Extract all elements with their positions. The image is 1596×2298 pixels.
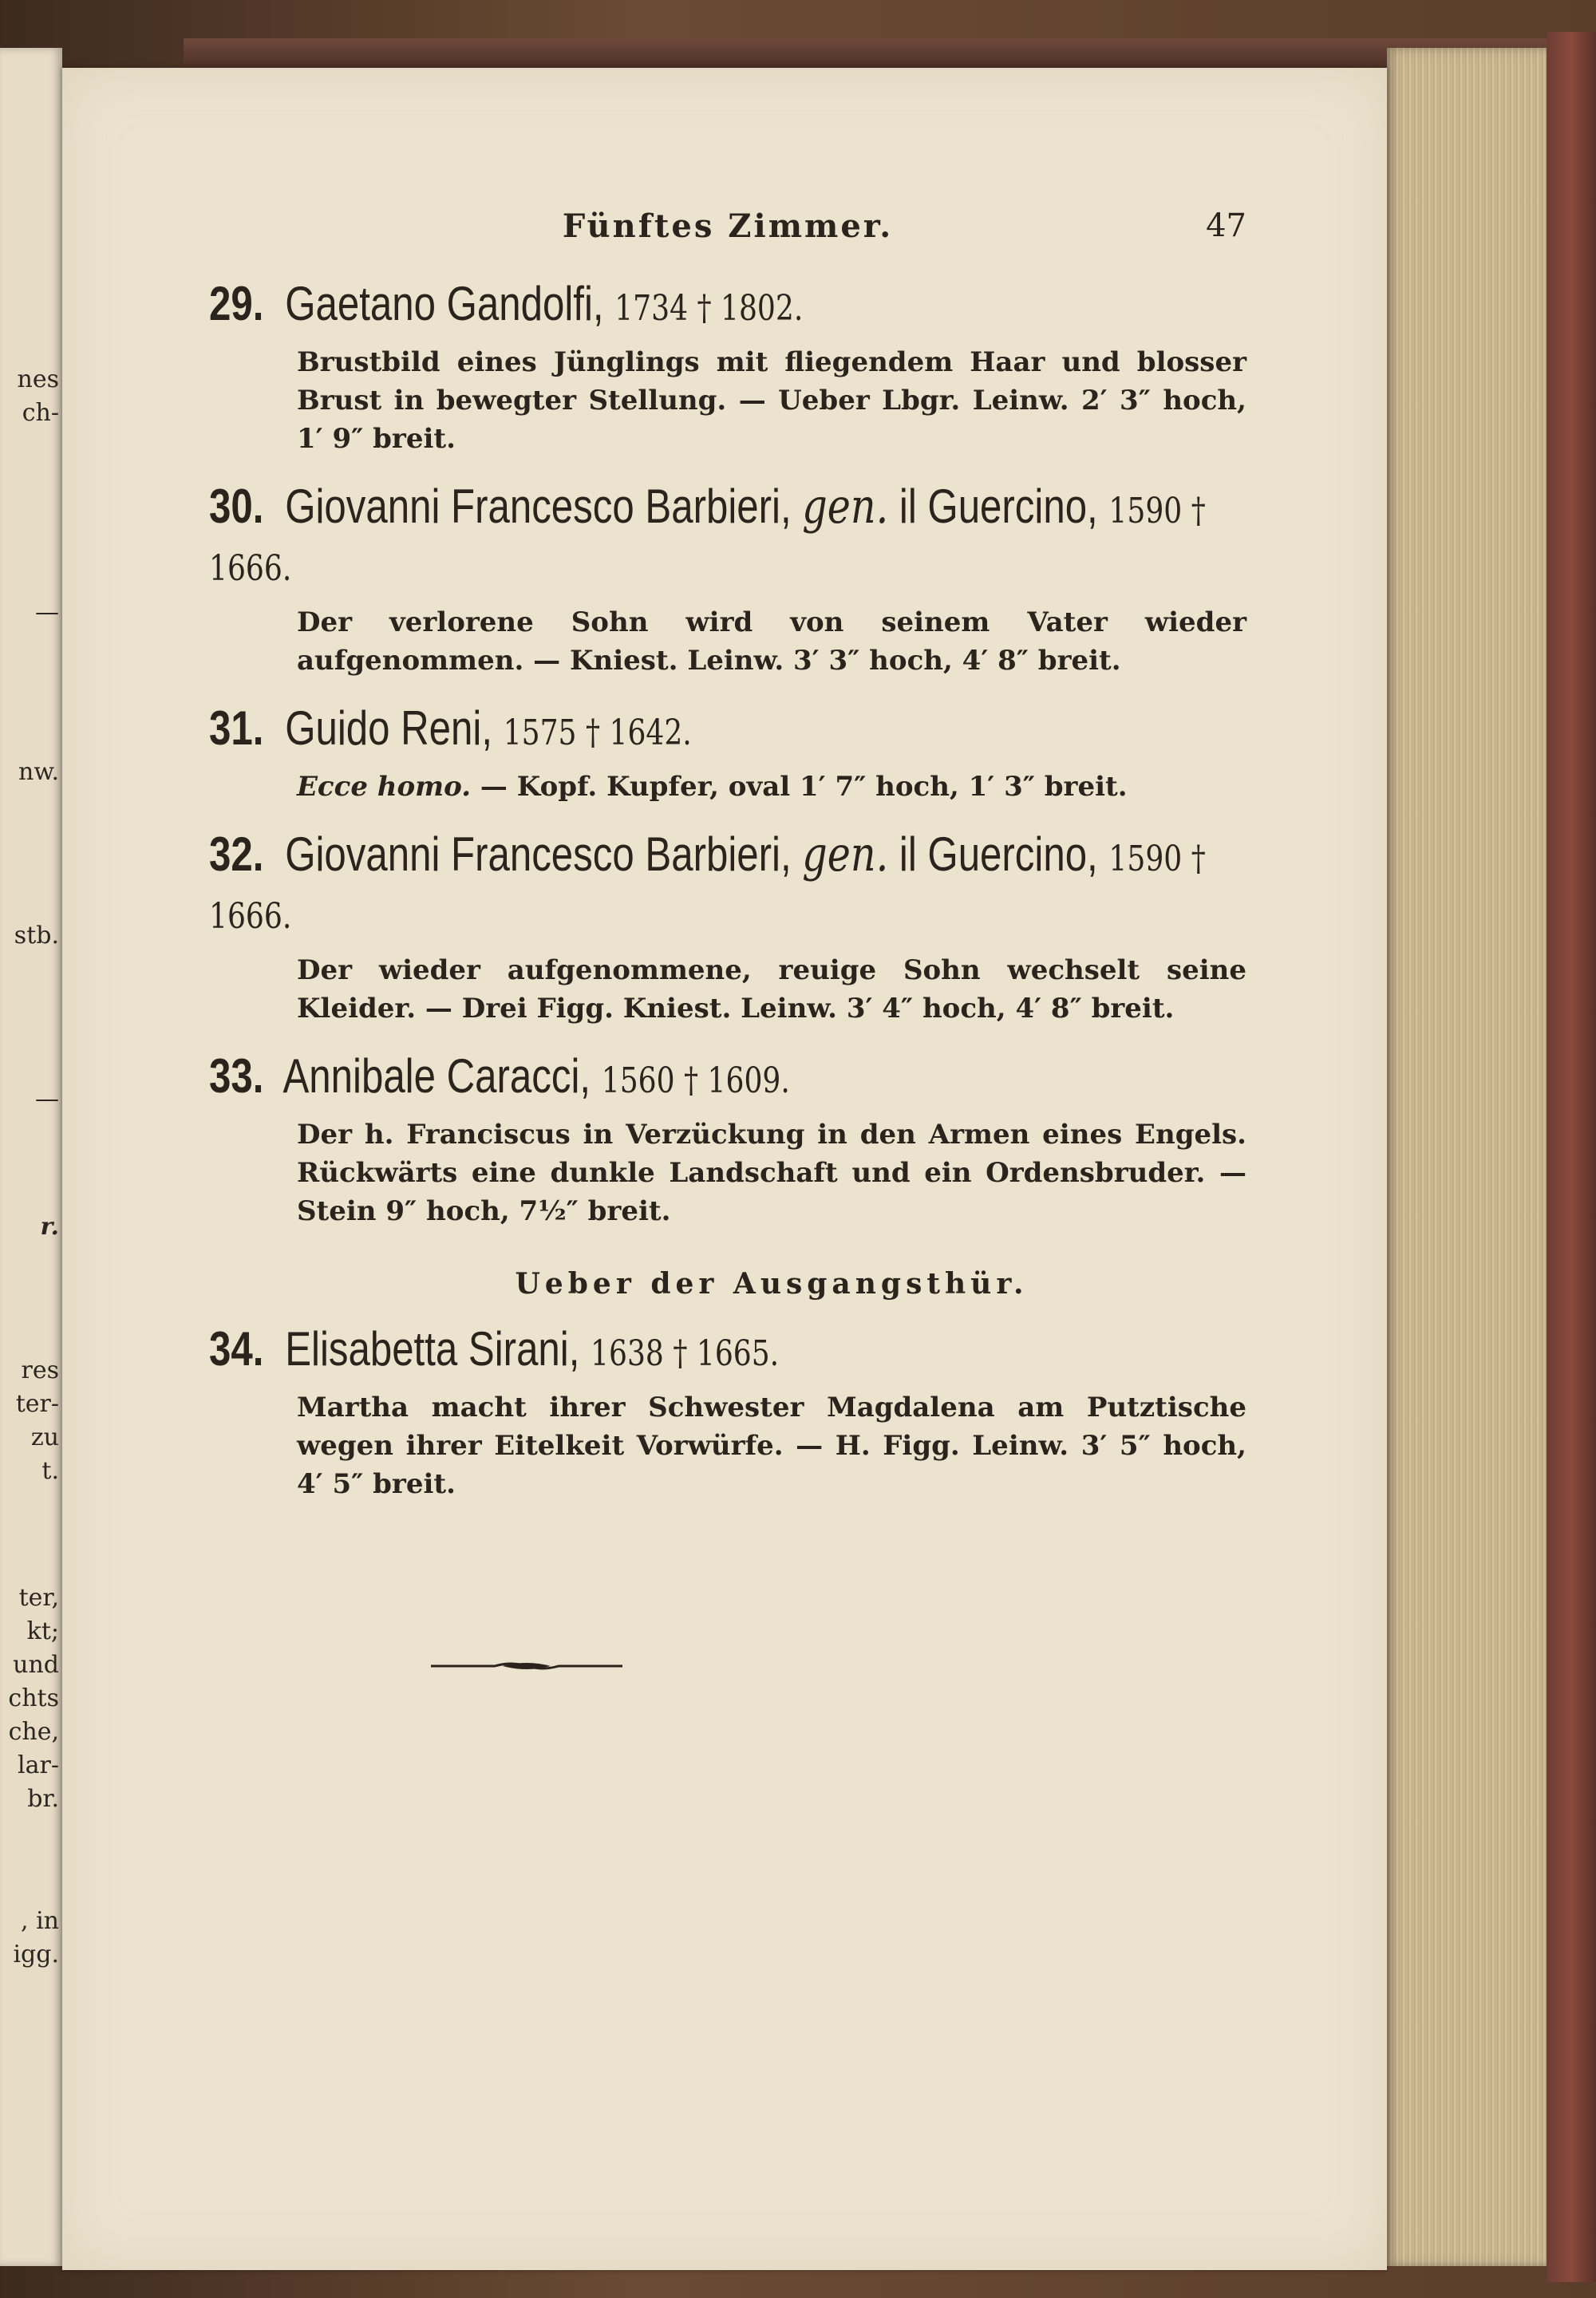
entry-number: 31. <box>209 701 264 755</box>
left-frag: ter- <box>15 1390 59 1418</box>
ornamental-rule <box>431 1661 622 1671</box>
artist-name: Elisabetta Sirani, <box>285 1322 580 1376</box>
artist-suffix: il Guercino, <box>899 827 1098 881</box>
left-frag: igg. <box>13 1941 59 1968</box>
artist-dates: 1734 † 1802. <box>614 288 804 329</box>
left-frag: nes <box>17 365 59 393</box>
artist-dates: 1590 † 1666. <box>209 491 1206 589</box>
entry-number: 33. <box>209 1049 264 1103</box>
entry-heading <box>209 1323 1247 1380</box>
artist-dates: 1590 † 1666. <box>209 839 1206 937</box>
entry-number: 34. <box>209 1322 264 1376</box>
artist-name: Giovanni Francesco Barbieri, <box>285 827 792 881</box>
entry-heading <box>209 1050 1247 1108</box>
catalog-entry <box>209 702 1246 806</box>
left-frag: ch- <box>22 399 59 427</box>
entry-description: Der wieder aufgenommene, reuige Sohn wechselt seine Kleider. — Drei Figg. Kniest. Leinw. 3′ 4″ hoch, 4′ 8″ breit. <box>297 954 1246 1025</box>
page-number: 47 <box>1206 207 1246 244</box>
running-head <box>209 207 1246 255</box>
artist-dates: 1575 † 1642. <box>503 713 692 753</box>
entry-description: Der h. Franciscus in Verzückung in den Armen eines Engels. Rückwärts eine dunkle Landschaft und ein Ordensbruder. — Stein 9″ hoch, 7½″ breit. <box>297 1119 1246 1227</box>
artist-gen: gen. <box>802 479 889 535</box>
artist-name: Gaetano Gandolfi, <box>285 277 604 330</box>
left-frag: stb. <box>14 922 59 950</box>
artwork-details: — Kopf. Kupfer, oval 1′ 7″ hoch, 1′ 3″ breit. <box>480 771 1128 803</box>
entry-heading <box>209 828 1247 943</box>
left-frag: nw. <box>18 758 59 786</box>
left-frag: ter, <box>18 1584 59 1612</box>
entry-description: Brustbild eines Jünglings mit fliegendem Haar und blosser Brust in bewegter Stellung. — Ueber Lbgr. Leinw. 2′ 3″ hoch, 1′ 9″ breit. <box>297 346 1246 455</box>
entry-description <box>209 768 1246 806</box>
left-frag: zu <box>30 1423 59 1451</box>
page-content <box>209 207 1246 1503</box>
left-frag: , in <box>21 1907 59 1935</box>
left-page-fragment <box>0 48 62 2266</box>
entry-heading <box>209 702 1247 760</box>
left-frag: — <box>35 598 59 626</box>
left-frag: chts <box>8 1684 59 1712</box>
catalog-entry <box>209 480 1246 680</box>
left-frag: — <box>35 1085 59 1113</box>
catalog-entry <box>209 1050 1246 1230</box>
entry-number: 29. <box>209 277 264 330</box>
page-title: Fünftes Zimmer. <box>562 207 894 245</box>
catalog-entry <box>209 828 1246 1028</box>
book-cover-right <box>1547 32 1596 2282</box>
entry-number: 32. <box>209 827 264 881</box>
left-frag: lar- <box>18 1751 59 1779</box>
artwork-title: Ecce homo. <box>297 771 472 803</box>
artist-name: Guido Reni, <box>285 701 493 755</box>
artist-name: Annibale Caracci, <box>282 1049 591 1103</box>
left-frag: res <box>21 1356 59 1384</box>
artist-gen: gen. <box>802 827 889 882</box>
artist-dates: 1560 † 1609. <box>601 1060 790 1101</box>
left-frag: kt; <box>26 1617 59 1645</box>
entry-description: Martha macht ihrer Schwester Magdalena am Putztische wegen ihrer Eitelkeit Vorwürfe. — H. Figg. Leinw. 3′ 5″ hoch, 4′ 5″ breit. <box>297 1392 1246 1500</box>
entry-description: Der verlorene Sohn wird von seinem Vater wieder aufgenommen. — Kniest. Leinw. 3′ 3″ hoch, 4′ 8″ breit. <box>297 606 1246 677</box>
left-frag: t. <box>41 1457 59 1485</box>
location-heading: Ueber der Ausgangsthür. <box>515 1267 1029 1301</box>
left-frag: und <box>13 1651 59 1679</box>
catalog-entry <box>209 278 1246 458</box>
entry-heading <box>209 480 1247 595</box>
catalog-entry <box>209 1323 1246 1503</box>
artist-dates: 1638 † 1665. <box>591 1333 780 1374</box>
entry-heading <box>209 278 1247 335</box>
left-frag: r. <box>40 1213 59 1241</box>
artist-name: Giovanni Francesco Barbieri, <box>285 480 792 533</box>
entry-number: 30. <box>209 480 264 533</box>
book-cover-top <box>184 38 1556 70</box>
left-frag: br. <box>27 1785 59 1813</box>
left-frag: che, <box>8 1718 59 1746</box>
artist-suffix: il Guercino, <box>899 480 1098 533</box>
page-edges <box>1387 48 1547 2266</box>
